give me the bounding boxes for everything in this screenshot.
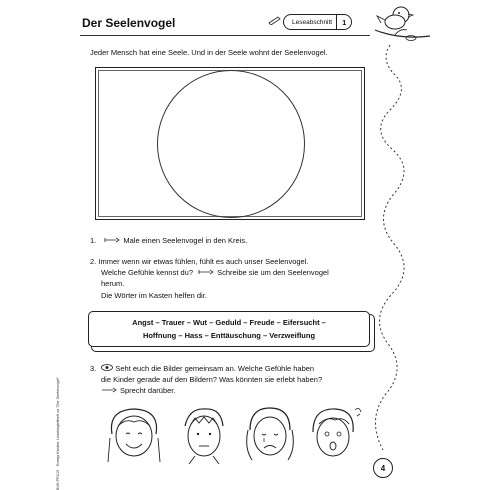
- side-copyright: BVK PR219 · Svenja Kirsten: Lesebegleitheft zu "Der Seelenvogel": [56, 377, 60, 490]
- child-serious-illustration: [175, 404, 233, 464]
- task-2-line-4: Die Wörter im Kasten helfen dir.: [101, 291, 207, 300]
- page-title: Der Seelenvogel: [82, 16, 176, 30]
- bird-illustration: [355, 0, 445, 475]
- word-box: [88, 311, 370, 347]
- pencil-icon: [268, 15, 282, 25]
- task-1-text: Male einen Seelenvogel in den Kreis.: [123, 236, 248, 245]
- task-3-speak: Sprecht darüber.: [120, 386, 176, 395]
- task-2: [90, 257, 308, 268]
- word-box-line-1: Angst – Trauer – Wut – Geduld – Freude – Eifersucht –: [132, 318, 326, 327]
- task-1: [90, 236, 247, 247]
- child-sad-illustration: [240, 404, 300, 464]
- intro-text: Jeder Mensch hat eine Seele. Und in der Seele wohnt der Seelenvogel.: [90, 48, 328, 57]
- task-2-line-2: [101, 268, 329, 279]
- word-box-line-2: Hoffnung – Hass – Enttäuschung – Verzweiflung: [142, 331, 316, 340]
- title-underline: [80, 35, 370, 36]
- child-surprised-illustration: [305, 404, 363, 464]
- speech-icon: [101, 387, 117, 393]
- section-number: 1: [336, 15, 351, 29]
- task-3: [90, 364, 314, 375]
- eye-icon: [101, 364, 113, 371]
- drawing-circle: [157, 70, 305, 218]
- task-2-line-1: Immer wenn wir etwas fühlen, fühlt es auch unser Seelenvogel.: [98, 257, 309, 266]
- child-happy-illustration: [100, 404, 168, 464]
- task-2-question: Welche Gefühle kennst du?: [101, 268, 194, 277]
- pencil-icon: [198, 269, 214, 275]
- pencil-icon: [104, 237, 120, 243]
- page-number: 4: [373, 458, 393, 478]
- task-1-number: 1.: [90, 236, 97, 245]
- task-3-number: 3.: [90, 364, 97, 373]
- task-2-number: 2.: [90, 257, 97, 266]
- task-2-instruction: Schreibe sie um den Seelenvogel: [217, 268, 329, 277]
- task-3-line-2: die Kinder gerade auf den Bildern? Was könnten sie erlebt haben?: [101, 375, 323, 384]
- section-badge: [283, 14, 352, 30]
- task-3-line-3: [101, 386, 175, 397]
- task-3-line-1: Seht euch die Bilder gemeinsam an. Welche Gefühle haben: [115, 364, 315, 373]
- task-2-line-3: herum.: [101, 279, 125, 288]
- section-label: Leseabschnitt: [292, 18, 333, 26]
